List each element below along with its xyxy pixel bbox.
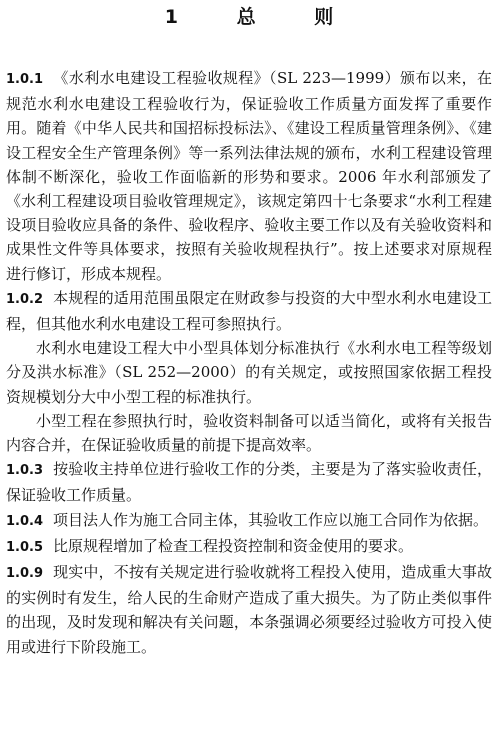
clause-number: 1.0.5: [6, 539, 44, 555]
clause-number: 1.0.2: [6, 291, 44, 307]
chapter-title: 1 总 则: [164, 6, 360, 28]
clause-1-0-2: [6, 286, 492, 336]
clause-text: 《水利水电建设工程验收规程》（SL 223—1999）颁布以来，在规范水利水电建设工程验收行为，保证验收工作质量方面发挥了重要作用。随着《中华人民共和国招标投标法》、《建设工程质量管理条例》、《建设工程安全生产管理条例》等一系列法律法规的颁布，水利工程建设管理体制不断深化，验收工作面临新的形势和要求。2006 年水利部颁发了《水利工程建设项目验收管理规定》，该规定第四十七条要求“水利工程建设项目验收应具备的条件、验收程序、验收主要工作以及有关验收资料和成果性文件等具体要求，按照有关验收规程执行”。按上述要求对原规程进行修订，形成本规程。: [6, 69, 492, 283]
clause-1-0-2-paragraph-2: [6, 336, 492, 409]
clause-number: 1.0.3: [6, 463, 44, 479]
clause-text: 水利水电建设工程大中小型具体划分标准执行《水利水电工程等级划分及洪水标准》（SL 252—2000）的有关规定，或按照国家依据工程投资规模划分大中小型工程的标准执行。: [6, 339, 492, 406]
clause-number: 1.0.1: [6, 72, 44, 87]
clause-1-0-4: [6, 508, 492, 534]
document-body: [6, 66, 492, 659]
clause-text: 比原规程增加了检查工程投资控制和资金使用的要求。: [53, 536, 414, 555]
clause-text: 小型工程在参照执行时，验收资料制备可以适当简化，或将有关报告内容合并，在保证验收质量的前提下提高效率。: [6, 411, 492, 455]
clause-1-0-2-paragraph-3: [6, 409, 492, 457]
clause-text: 项目法人作为施工合同主体，其验收工作应以施工合同作为依据。: [53, 510, 489, 529]
clause-number: 1.0.4: [6, 513, 44, 529]
clause-1-0-3: [6, 457, 492, 507]
clause-text: 现实中，不按有关规定进行验收就将工程投入使用，造成重大事故的实例时有发生，给人民的生命财产造成了重大损失。为了防止类似事件的出现，及时发现和解决有关问题，本条强调必须要经过验收方可投入使用或进行下阶段施工。: [6, 563, 492, 656]
clause-1-0-5: [6, 534, 492, 560]
clause-1-0-1: [6, 66, 492, 286]
clause-text: 本规程的适用范围虽限定在财政参与投资的大中型水利水电建设工程，但其他水利水电建设工程可参照执行。: [6, 288, 492, 334]
clause-number: 1.0.9: [6, 566, 44, 582]
clause-1-0-9: [6, 560, 492, 659]
clause-text: 按验收主持单位进行验收工作的分类，主要是为了落实验收责任，保证验收工作质量。: [6, 460, 492, 505]
